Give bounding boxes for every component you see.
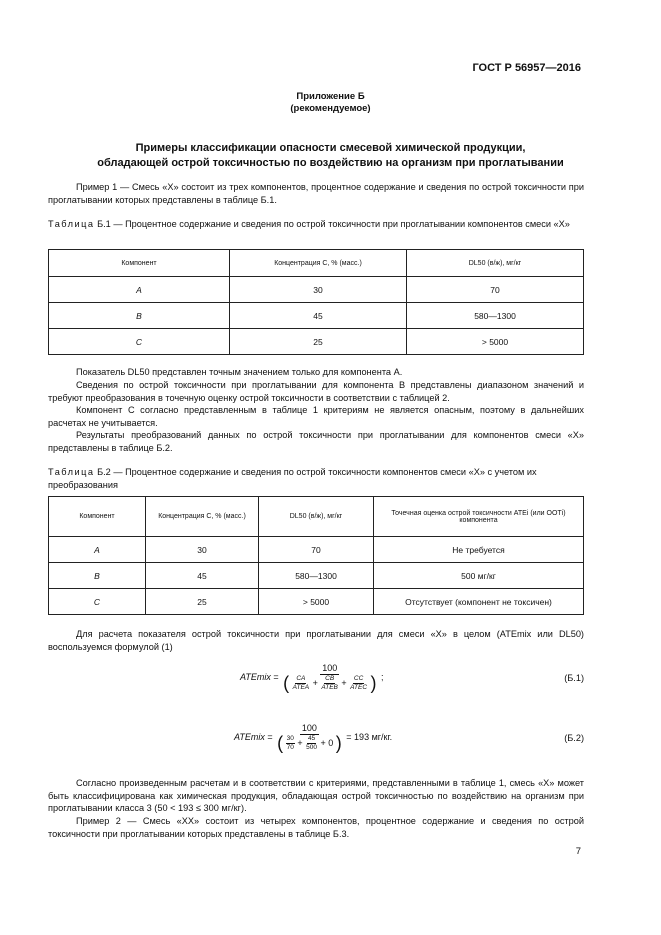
table1-header: Концентрация C, % (масс.): [230, 250, 407, 277]
table-row: [49, 329, 584, 355]
table-row: [49, 537, 584, 563]
table-cell: 70: [407, 277, 584, 303]
table1-header: DL50 (в/ж), мг/кг: [407, 250, 584, 277]
formula-intro: Для расчета показателя острой токсичности при проглатывании для смеси «X» в целом (ATEmix или DL50) воспользуемся формулой (1): [48, 629, 584, 652]
table-row: [49, 563, 584, 589]
table2-header: DL50 (в/ж), мг/кг: [259, 497, 374, 537]
table-cell: Не требуется: [374, 537, 584, 563]
table2-header: Компонент: [49, 497, 146, 537]
table1-header: Компонент: [49, 250, 230, 277]
table-row: [49, 589, 584, 615]
term-denominator: ATEB: [321, 684, 338, 691]
note-component-b: Сведения по острой токсичности при проглатывании для компонента B представлены диапазоном значений и требуют преобразования в точечную оценку острой токсичности в соответствии с таблицей 2.: [48, 380, 584, 403]
note-component-c: Компонент C согласно представленным в таблице 1 критериям не является опасным, поэтому в дальнейших расчетах не учитывается.: [48, 405, 584, 428]
example2-paragraph: Пример 2 — Смесь «XX» состоит из четырех компонентов, процентное содержание и сведения по острой токсичности при проглатывании которых представлены в таблице Б.3.: [48, 816, 584, 839]
formula-numerator: 100: [301, 723, 317, 733]
table-cell: 500 мг/кг: [374, 563, 584, 589]
standard-designation: ГОСТ Р 56957—2016: [472, 62, 581, 74]
formula-lhs: ATEmix: [240, 671, 271, 682]
formula-b2: ATEmix = 100 ( $\frac{30}{70}$ + $\frac{45}{500}$ + 0 ) = 193 мг/кг.: [234, 723, 393, 753]
annex-status: (рекомендуемое): [290, 103, 371, 114]
term-numerator: CC: [353, 675, 364, 682]
table2-caption: Таблица Б.2 — Процентное содержание и сведения по острой токсичности компонентов смеси «X» с учетом их преобразования: [48, 467, 537, 490]
term-numerator: 30: [286, 735, 294, 742]
conclusion-paragraph: Согласно произведенным расчетам и в соответствии с критериями, представленными в таблице 1, смесь «X» может быть классифицирована как химическая продукция, обладающая острой токсичностью по воздействию на организм при проглатывании класса 3 (50 < 193 ≤ 300 мг/кг).: [48, 778, 584, 813]
section-title-line1: Примеры классификации опасности смесевой химической продукции,: [135, 142, 526, 154]
table2-header: Точечная оценка острой токсичности ATEi (или ООТi) компонента: [374, 497, 584, 537]
example1-paragraph: Пример 1 — Смесь «X» состоит из трех компонентов, процентное содержание и сведения по острой токсичности при проглатывании которых представлены в таблице Б.1.: [48, 182, 584, 205]
note-dl50: Показатель DL50 представлен точным значением только для компонента A.: [76, 367, 403, 377]
formula-lhs: ATEmix: [234, 731, 265, 742]
table-cell: B: [136, 310, 142, 321]
table2-header: Концентрация C, % (масс.): [146, 497, 259, 537]
term-denominator: 70: [286, 744, 294, 751]
table2: [48, 496, 584, 615]
term-numerator: CB: [325, 675, 335, 682]
table-cell: Отсутствует (компонент не токсичен): [374, 589, 584, 615]
table-cell: 580—1300: [407, 303, 584, 329]
table1: [48, 249, 584, 355]
term-denominator: 500: [306, 744, 317, 751]
table-cell: A: [136, 284, 142, 295]
term-denominator: ATEC: [350, 684, 368, 691]
table-cell: 580—1300: [259, 563, 374, 589]
formula-b1: ATEmix = 100 ( $\frac{CA}{\text{ATEA}}$ + $\frac{CB}{\text{ATEB}}$ + $\frac{CC}{\text{ATEC}}$ ) ;: [240, 663, 384, 693]
table-cell: 70: [259, 537, 374, 563]
term-denominator: ATEA: [292, 684, 310, 691]
table1-caption: Таблица Б.1 — Процентное содержание и сведения по острой токсичности при проглатывании компонентов смеси «X»: [48, 219, 570, 229]
annex-title: Приложение Б: [296, 91, 365, 102]
table-cell: C: [93, 596, 101, 607]
table-row: [49, 277, 584, 303]
table-cell: > 5000: [407, 329, 584, 355]
term-numerator: CA: [296, 675, 306, 682]
formula-numerator: 100: [322, 663, 338, 673]
table-cell: 25: [230, 329, 407, 355]
equation-number-b2: (Б.2): [564, 733, 584, 743]
note-results: Результаты преобразований данных по острой токсичности при проглатывании для компонентов смеси «X» представлены в таблице Б.2.: [48, 430, 584, 453]
table-cell: 45: [230, 303, 407, 329]
table-row: [49, 303, 584, 329]
table-cell: > 5000: [259, 589, 374, 615]
formula-result: = 193 мг/кг.: [346, 731, 393, 742]
section-title-line2: обладающей острой токсичностью по воздействию на организм при проглатывании: [97, 157, 564, 169]
formula-tail: + 0: [320, 737, 334, 748]
page-number: 7: [575, 846, 581, 857]
table-cell: B: [94, 570, 100, 581]
table-cell: 25: [146, 589, 259, 615]
table-cell: 30: [230, 277, 407, 303]
table-cell: C: [135, 336, 143, 347]
table-cell: 30: [146, 537, 259, 563]
table-cell: 45: [146, 563, 259, 589]
term-numerator: 45: [307, 735, 316, 742]
table-cell: A: [94, 544, 100, 555]
equation-number-b1: (Б.1): [564, 673, 584, 683]
